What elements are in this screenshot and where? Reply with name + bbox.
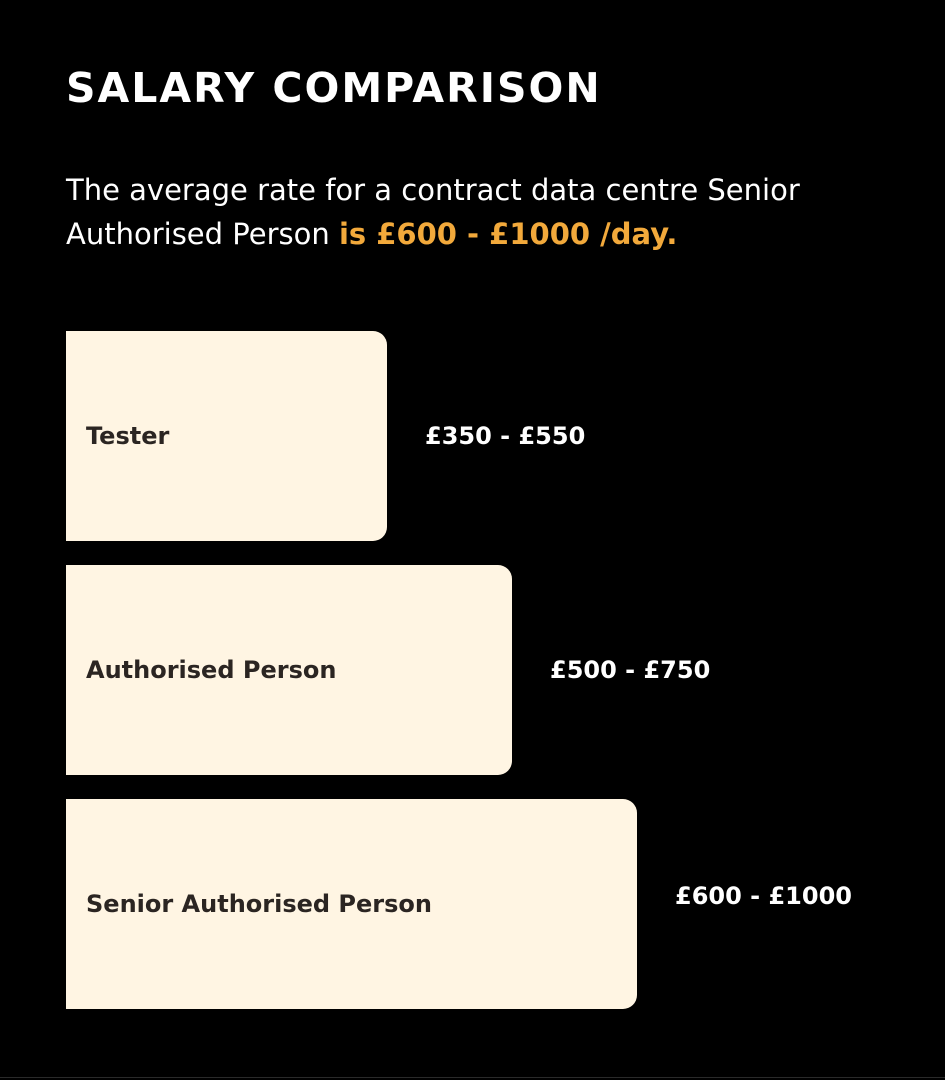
bar-label: Authorised Person	[86, 656, 337, 684]
intro-text-highlight: is £600 - £1000 /day.	[338, 217, 678, 251]
bar-label: Senior Authorised Person	[86, 890, 432, 918]
bottom-divider	[0, 1077, 945, 1078]
page-title: SALARY COMPARISON	[66, 64, 602, 112]
bar-value-label: £600 - £1000	[675, 882, 852, 910]
bar-label: Tester	[86, 422, 170, 450]
bar-value-label: £500 - £750	[550, 656, 711, 684]
intro-text-body: The average rate for a contract data centre Senior Authorised Person	[66, 173, 800, 251]
intro-text	[66, 168, 896, 256]
bar-value-label: £350 - £550	[425, 422, 586, 450]
